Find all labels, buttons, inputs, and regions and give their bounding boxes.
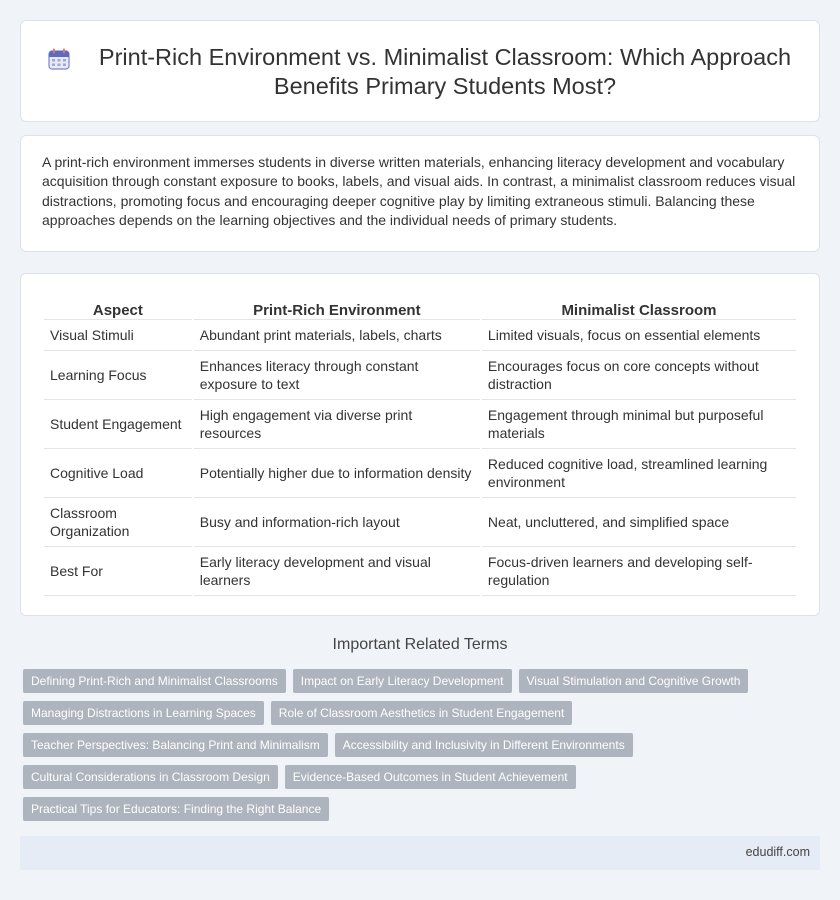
- comparison-table-card: [20, 273, 820, 616]
- calendar-icon: [47, 47, 71, 71]
- table-row: [44, 351, 796, 400]
- table-cell-print-rich: Abundant print materials, labels, charts: [194, 320, 480, 351]
- tag-row: [23, 701, 803, 725]
- related-terms-heading: Important Related Terms: [332, 636, 508, 653]
- footer-site-link[interactable]: edudiff.com: [745, 845, 810, 859]
- related-term-tag[interactable]: Practical Tips for Educators: Finding the Right Balance: [23, 797, 329, 821]
- intro-text: A print-rich environment immerses students in diverse written materials, enhancing literacy development and vocabulary acquisition through constant exposure to books, labels, and visual aids. In contrast, a minimalist classroom reduces visual distractions, promoting focus and encouraging deeper cognitive play by limiting extraneous stimuli. Balancing these approaches depends on the learning objectives and the individual needs of primary students.: [42, 154, 796, 229]
- related-term-tag[interactable]: Cultural Considerations in Classroom Design: [23, 765, 278, 789]
- table-cell-minimalist: Neat, uncluttered, and simplified space: [482, 498, 796, 547]
- table-cell-minimalist: Encourages focus on core concepts without distraction: [482, 351, 796, 400]
- table-cell-print-rich: High engagement via diverse print resources: [194, 400, 480, 449]
- table-cell-aspect: Cognitive Load: [44, 449, 192, 498]
- table-cell-minimalist: Engagement through minimal but purposeful materials: [482, 400, 796, 449]
- table-row: [44, 320, 796, 351]
- comparison-table: [42, 295, 798, 596]
- header-card: [20, 20, 820, 122]
- table-cell-aspect: Best For: [44, 547, 192, 596]
- table-cell-print-rich: Busy and information-rich layout: [194, 498, 480, 547]
- column-header-print-rich: Print-Rich Environment: [194, 295, 480, 320]
- table-row: [44, 547, 796, 596]
- tag-row: [23, 733, 803, 757]
- intro-card: [20, 135, 820, 252]
- related-term-tag[interactable]: Defining Print-Rich and Minimalist Classrooms: [23, 669, 286, 693]
- table-cell-minimalist: Reduced cognitive load, streamlined learning environment: [482, 449, 796, 498]
- table-cell-print-rich: Enhances literacy through constant exposure to text: [194, 351, 480, 400]
- tag-row: [23, 797, 803, 821]
- tag-row: [23, 765, 803, 789]
- table-cell-print-rich: Potentially higher due to information density: [194, 449, 480, 498]
- related-term-tag[interactable]: Accessibility and Inclusivity in Different Environments: [335, 733, 633, 757]
- related-term-tag[interactable]: Teacher Perspectives: Balancing Print and Minimalism: [23, 733, 328, 757]
- table-cell-aspect: Visual Stimuli: [44, 320, 192, 351]
- table-cell-minimalist: Focus-driven learners and developing self-regulation: [482, 547, 796, 596]
- table-row: [44, 449, 796, 498]
- page-title: Print-Rich Environment vs. Minimalist Classroom: Which Approach Benefits Primary Students Most?: [98, 44, 792, 99]
- table-row: [44, 400, 796, 449]
- table-cell-aspect: Learning Focus: [44, 351, 192, 400]
- table-cell-print-rich: Early literacy development and visual learners: [194, 547, 480, 596]
- related-terms-tags: [23, 669, 803, 829]
- related-term-tag[interactable]: Evidence-Based Outcomes in Student Achievement: [285, 765, 576, 789]
- related-term-tag[interactable]: Visual Stimulation and Cognitive Growth: [519, 669, 749, 693]
- tag-row: [23, 669, 803, 693]
- table-cell-aspect: Student Engagement: [44, 400, 192, 449]
- table-row: [44, 498, 796, 547]
- related-term-tag[interactable]: Managing Distractions in Learning Spaces: [23, 701, 264, 725]
- related-term-tag[interactable]: Impact on Early Literacy Development: [293, 669, 512, 693]
- related-term-tag[interactable]: Role of Classroom Aesthetics in Student Engagement: [271, 701, 573, 725]
- table-cell-aspect: Classroom Organization: [44, 498, 192, 547]
- table-cell-minimalist: Limited visuals, focus on essential elements: [482, 320, 796, 351]
- footer: [20, 836, 820, 870]
- column-header-aspect: Aspect: [44, 295, 192, 320]
- column-header-minimalist: Minimalist Classroom: [482, 295, 796, 320]
